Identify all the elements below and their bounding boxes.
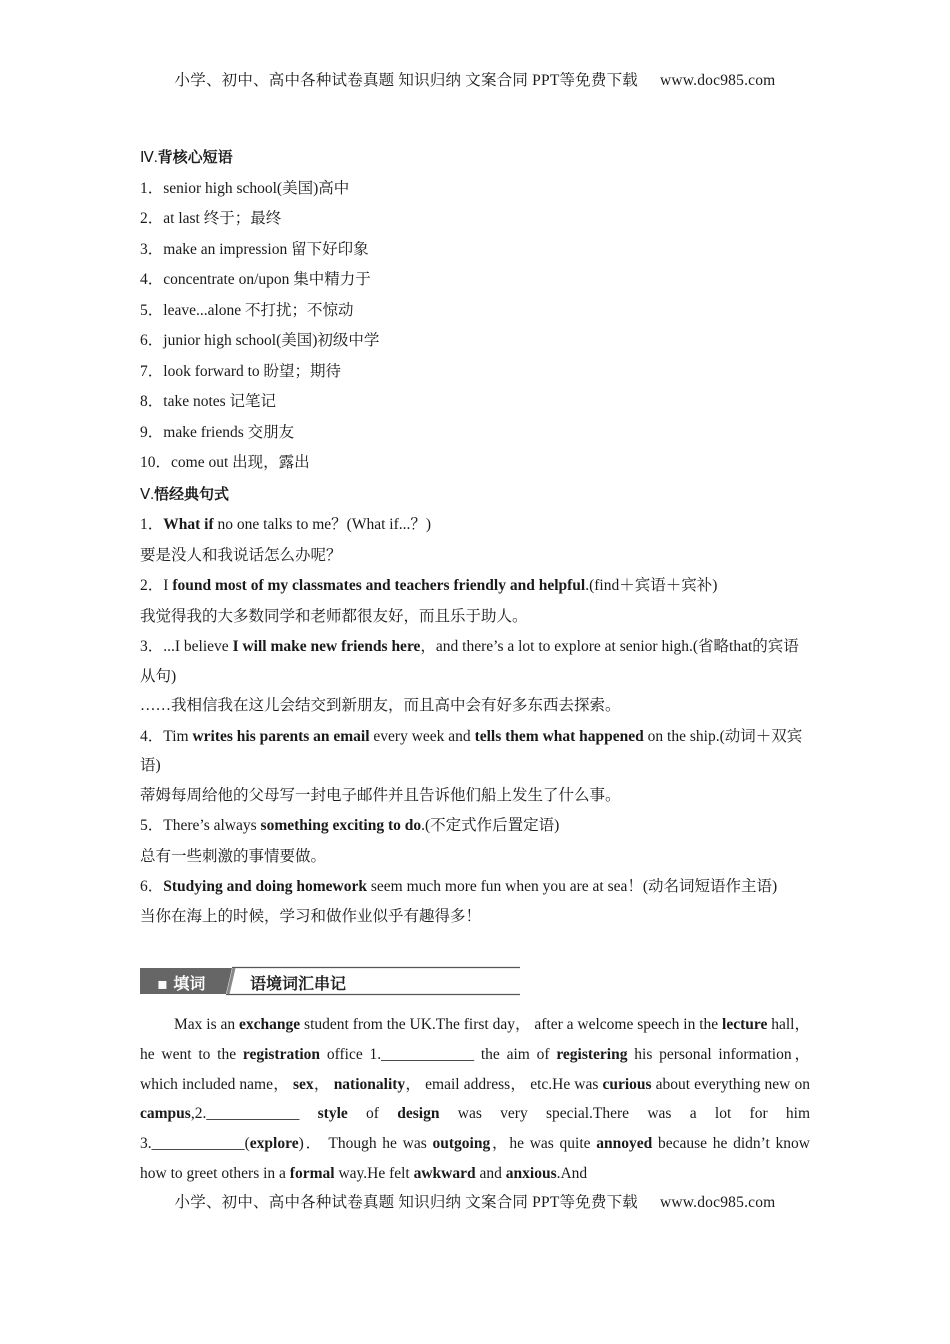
phrase-item: 9．make friends 交朋友 bbox=[140, 423, 295, 441]
footer-text: 小学、初中、高中各种试卷真题 知识归纳 文案合同 PPT等免费下载 bbox=[174, 1194, 638, 1211]
sentence-5-translation: 总有一些刺激的事情要做。 bbox=[140, 847, 327, 865]
passage: Max is an exchange student from the UK.The first day， after a welcome speech in the lecture hall， he went to the registration office 1.____________ the aim of registering his personal information， which included name， sex， nationality， email address， etc.He was curious about everything new on campus,2.____________ style of design was very special.There was a lot for him 3.____________(explore)． Though he was outgoing，he was quite annoyed because he didn’t know how to greet others in a formal way.He felt awkward and anxious.And bbox=[140, 1016, 811, 1182]
sentence-3-translation: ……我相信我在这儿会结交到新朋友，而且高中会有好多东西去探索。 bbox=[140, 697, 621, 714]
main-content bbox=[140, 142, 810, 932]
page-footer bbox=[0, 1190, 950, 1212]
header-url: www.doc985.com bbox=[659, 72, 776, 89]
phrase-item: 2．at last 终于；最终 bbox=[140, 210, 282, 227]
sentence-6-translation: 当你在海上的时候，学习和做作业似乎有趣得多！ bbox=[140, 907, 482, 925]
sentence-5: 5．There’s always something exciting to do.(不定式作后置定语) bbox=[140, 817, 560, 834]
phrase-item: 8．take notes 记笔记 bbox=[140, 393, 277, 410]
banner-left-label: ▪ 填词 bbox=[157, 974, 206, 993]
sentence-4: 4．Tim writes his parents an email every week and tells them what happened on the ship.(动词＋双宾语) bbox=[140, 727, 803, 774]
section-5-title: Ⅴ.悟经典句式 bbox=[140, 484, 230, 503]
phrase-item: 10．come out 出现，露出 bbox=[140, 454, 310, 471]
phrase-item: 5．leave...alone 不打扰；不惊动 bbox=[140, 301, 354, 319]
sentence-3: 3．...I believe I will make new friends here，and there’s a lot to explore at senior high.(省略that的宾语从句) bbox=[140, 638, 799, 685]
page-header bbox=[0, 68, 950, 90]
footer-url: www.doc985.com bbox=[659, 1194, 776, 1211]
sentence-2-translation: 我觉得我的大多数同学和老师都很友好，而且乐于助人。 bbox=[140, 607, 528, 625]
sentence-4-translation: 蒂姆每周给他的父母写一封电子邮件并且告诉他们船上发生了什么事。 bbox=[140, 786, 621, 804]
sentence-1-translation: 要是没人和我说话怎么办呢？ bbox=[140, 546, 342, 564]
section-4-title: Ⅳ.背核心短语 bbox=[140, 148, 233, 166]
phrase-item: 6．junior high school(美国)初级中学 bbox=[140, 332, 380, 349]
header-text: 小学、初中、高中各种试卷真题 知识归纳 文案合同 PPT等免费下载 bbox=[174, 72, 638, 89]
banner-right-label: 语境词汇串记 bbox=[250, 974, 347, 993]
phrase-item: 3．make an impression 留下好印象 bbox=[140, 240, 369, 258]
fill-words-banner bbox=[140, 966, 520, 996]
phrase-item: 1．senior high school(美国)高中 bbox=[140, 179, 350, 197]
phrase-item: 4．concentrate on/upon 集中精力于 bbox=[140, 271, 371, 288]
phrase-item: 7．look forward to 盼望；期待 bbox=[140, 362, 342, 380]
sentence-1: 1．What if no one talks to me？(What if...？) bbox=[140, 516, 432, 533]
sentence-6: 6．Studying and doing homework seem much more fun when you are at sea！(动名词短语作主语) bbox=[140, 878, 778, 895]
sentence-2: 2．I found most of my classmates and teachers friendly and helpful.(find＋宾语＋宾补) bbox=[140, 577, 718, 594]
